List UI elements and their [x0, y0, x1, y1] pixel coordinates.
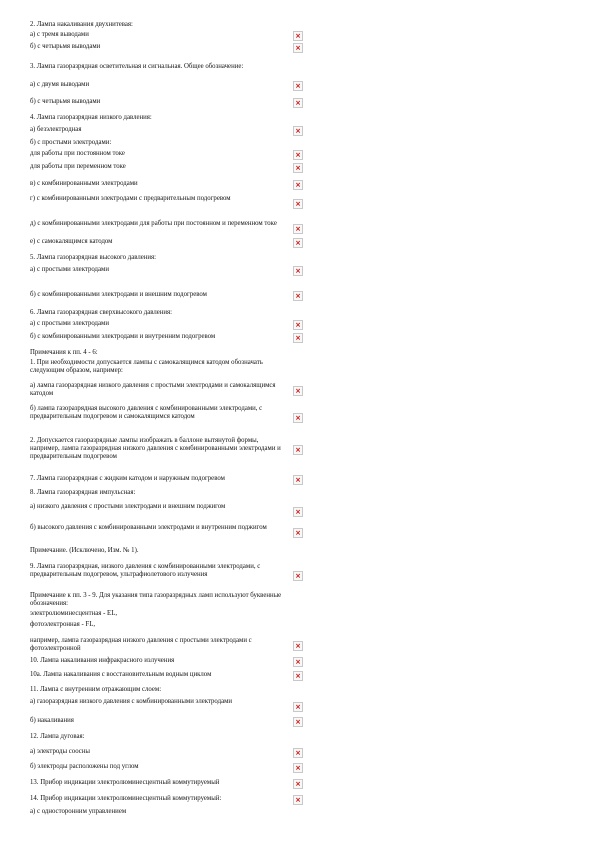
broken-image-cross-icon: ×: [295, 99, 301, 107]
broken-image-icon: [293, 291, 303, 301]
list-item: [30, 266, 285, 274]
list-item: [30, 382, 285, 398]
list-item: [30, 621, 285, 629]
list-item: [30, 195, 285, 203]
broken-image-cross-icon: ×: [295, 199, 301, 208]
broken-image-icon: [293, 763, 303, 773]
item-text: а) низкого давления с простыми электродами и внешним поджигом: [30, 503, 226, 510]
broken-image-icon: [293, 571, 303, 581]
list-item: [30, 637, 285, 653]
item-text: б) лампа газоразрядная высокого давления с комбинированными электродами, с предварительным подогревом и самокалящимся катодом: [30, 405, 263, 420]
item-text: г) с комбинированными электродами с предварительным подогревом: [30, 195, 231, 202]
broken-image-cross-icon: ×: [295, 321, 301, 329]
broken-image-cross-icon: ×: [295, 507, 301, 516]
list-item: [30, 657, 285, 665]
broken-image-cross-icon: ×: [295, 224, 301, 233]
broken-image-icon: [293, 475, 303, 485]
list-item: [30, 333, 285, 341]
item-text: 9. Лампа газоразрядная, низкого давления с комбинированными электродами, с предварительным подогревом, ультрафиолетового излучения: [30, 563, 261, 578]
item-text: 3. Лампа газоразрядная осветительная и сигнальная. Общее обозначение:: [30, 63, 244, 70]
list-item: [30, 21, 285, 29]
list-item: [30, 808, 285, 816]
item-text: электролюминесцентная - EL,: [30, 610, 118, 617]
broken-image-cross-icon: ×: [295, 181, 301, 189]
item-text: 7. Лампа газоразрядная с жидким катодом и наружным подогревом: [30, 475, 225, 482]
item-text: а) лампа газоразрядная низкого давления с простыми электродами и самокалящимся катодом: [30, 382, 276, 397]
broken-image-cross-icon: ×: [295, 528, 301, 537]
broken-image-icon: [293, 81, 303, 91]
list-item: [30, 779, 285, 787]
list-item: [30, 98, 285, 106]
broken-image-icon: [293, 445, 303, 455]
broken-image-cross-icon: ×: [295, 164, 301, 172]
broken-image-icon: [293, 748, 303, 758]
list-item: [30, 114, 285, 122]
list-item: [30, 671, 285, 679]
broken-image-icon: [293, 320, 303, 330]
list-item: [30, 524, 285, 532]
broken-image-cross-icon: ×: [295, 386, 301, 395]
list-item: [30, 733, 285, 741]
broken-image-cross-icon: ×: [295, 672, 301, 680]
broken-image-cross-icon: ×: [295, 658, 301, 666]
broken-image-icon: [293, 199, 303, 209]
item-text: 5. Лампа газоразрядная высокого давления:: [30, 254, 157, 261]
list-item: [30, 126, 285, 134]
broken-image-icon: [293, 528, 303, 538]
broken-image-cross-icon: ×: [295, 749, 301, 757]
broken-image-icon: [293, 238, 303, 248]
broken-image-cross-icon: ×: [295, 32, 301, 40]
list-item: [30, 309, 285, 317]
broken-image-icon: [293, 671, 303, 681]
broken-image-icon: [293, 126, 303, 136]
broken-image-cross-icon: ×: [295, 764, 301, 772]
list-item: [30, 150, 285, 158]
item-text: б) с четырьмя выводами: [30, 98, 101, 105]
item-text: в) с комбинированными электродами: [30, 180, 138, 187]
item-text: 10а. Лампа накаливания с восстановительным водным циклом: [30, 671, 212, 678]
list-item: [30, 81, 285, 89]
item-text: 14. Прибор индикации электролюминесцентный коммутируемый:: [30, 795, 222, 802]
list-item: [30, 31, 285, 39]
list-item: [30, 180, 285, 188]
item-text: например, лампа газоразрядная низкого давления с простыми электродами с фотоэлектронной: [30, 637, 252, 652]
item-text: а) с тремя выводами: [30, 31, 89, 38]
item-text: для работы при постоянном токе: [30, 150, 125, 157]
list-item: [30, 238, 285, 246]
list-item: [30, 717, 285, 725]
list-item: [30, 503, 285, 511]
broken-image-icon: [293, 641, 303, 651]
broken-image-cross-icon: ×: [295, 571, 301, 580]
list-item: [30, 763, 285, 771]
item-text: 6. Лампа газоразрядная сверхвысокого давления:: [30, 309, 173, 316]
list-item: [30, 475, 285, 483]
list-item: [30, 748, 285, 756]
list-item: [30, 320, 285, 328]
item-text: 1. При необходимости допускается лампы с самокалящимся катодом обозначать следующим образом, например:: [30, 359, 263, 374]
broken-image-cross-icon: ×: [295, 796, 301, 804]
item-text: а) с двумя выводами: [30, 81, 90, 88]
broken-image-icon: [293, 224, 303, 234]
broken-image-icon: [293, 702, 303, 712]
item-text: фотоэлектронная - FL,: [30, 621, 96, 628]
list-item: [30, 349, 285, 357]
broken-image-cross-icon: ×: [295, 476, 301, 484]
broken-image-cross-icon: ×: [295, 334, 301, 342]
item-text: а) с простыми электродами: [30, 266, 109, 273]
broken-image-cross-icon: ×: [295, 239, 301, 247]
broken-image-icon: [293, 266, 303, 276]
broken-image-cross-icon: ×: [295, 413, 301, 422]
list-item: [30, 795, 285, 803]
list-item: [30, 610, 285, 618]
broken-image-icon: [293, 180, 303, 190]
broken-image-icon: [293, 657, 303, 667]
list-item: [30, 254, 285, 262]
item-text: д) с комбинированными электродами для работы при постоянном и переменном токе: [30, 220, 277, 227]
broken-image-icon: [293, 779, 303, 789]
item-text: а) с односторонним управлением: [30, 808, 127, 815]
list-item: [30, 686, 285, 694]
broken-image-cross-icon: ×: [295, 780, 301, 788]
item-text: а) электроды соосны: [30, 748, 90, 755]
item-text: б) с комбинированными электродами и внешним подогревом: [30, 291, 207, 298]
list-item: [30, 163, 285, 171]
item-text: 4. Лампа газоразрядная низкого давления:: [30, 114, 152, 121]
item-text: Примечание к пп. 3 - 9. Для указания типа газоразрядных ламп используют буквенные обозначения:: [30, 592, 282, 607]
broken-image-cross-icon: ×: [295, 82, 301, 90]
item-text: для работы при переменном токе: [30, 163, 126, 170]
list-item: [30, 43, 285, 51]
list-item: [30, 547, 285, 555]
item-text: 13. Прибор индикации электролюминесцентный коммутируемый: [30, 779, 220, 786]
broken-image-cross-icon: ×: [295, 702, 301, 711]
broken-image-icon: [293, 333, 303, 343]
item-text: б) высокого давления с комбинированными электродами и внутренним поджигом: [30, 524, 267, 531]
broken-image-cross-icon: ×: [295, 718, 301, 726]
item-text: 2. Допускается газоразрядные лампы изображать в баллоне вытянутой формы, например, лампа газоразрядная низкого давления с комбинированными электродами и предварительным подогревом: [30, 437, 281, 460]
broken-image-icon: [293, 717, 303, 727]
item-text: 12. Лампа дуговая:: [30, 733, 85, 740]
broken-image-cross-icon: ×: [295, 445, 301, 454]
item-text: а) газоразрядная низкого давления с комбинированными электродами: [30, 698, 233, 705]
broken-image-icon: [293, 507, 303, 517]
item-text: б) электроды расположены под углом: [30, 763, 139, 770]
list-item: [30, 359, 285, 375]
list-item: [30, 437, 285, 461]
broken-image-icon: [293, 31, 303, 41]
broken-image-icon: [293, 98, 303, 108]
item-text: е) с самокалящимся катодом: [30, 238, 113, 245]
item-text: 2. Лампа накаливания двухнитевая:: [30, 21, 133, 28]
list-item: [30, 563, 285, 579]
item-text: а) с простыми электродами: [30, 320, 109, 327]
list-item: [30, 220, 285, 228]
item-text: 10. Лампа накаливания инфракрасного излучения: [30, 657, 175, 664]
broken-image-icon: [293, 795, 303, 805]
broken-image-icon: [293, 163, 303, 173]
broken-image-cross-icon: ×: [295, 292, 301, 300]
broken-image-cross-icon: ×: [295, 267, 301, 275]
list-item: [30, 405, 285, 421]
broken-image-icon: [293, 413, 303, 423]
list-item: [30, 63, 285, 71]
list-item: [30, 489, 285, 497]
broken-image-cross-icon: ×: [295, 44, 301, 52]
broken-image-cross-icon: ×: [295, 641, 301, 650]
item-text: б) накаливания: [30, 717, 74, 724]
list-item: [30, 698, 285, 706]
broken-image-cross-icon: ×: [295, 127, 301, 135]
broken-image-icon: [293, 386, 303, 396]
broken-image-icon: [293, 150, 303, 160]
item-text: б) с комбинированными электродами и внутренним подогревом: [30, 333, 216, 340]
list-item: [30, 291, 285, 299]
item-text: Примечания к пп. 4 - 6:: [30, 349, 98, 356]
item-text: 11. Лампа с внутренним отражающим слоем:: [30, 686, 162, 693]
item-text: б) с четырьмя выводами: [30, 43, 101, 50]
item-text: 8. Лампа газоразрядная импульсная:: [30, 489, 136, 496]
item-text: а) безэлектродная: [30, 126, 82, 133]
broken-image-cross-icon: ×: [295, 151, 301, 159]
item-text: Примечание. (Исключено, Изм. № 1).: [30, 547, 139, 554]
item-text: б) с простыми электродами:: [30, 139, 112, 146]
broken-image-icon: [293, 43, 303, 53]
list-item: [30, 592, 285, 608]
list-item: [30, 139, 285, 147]
